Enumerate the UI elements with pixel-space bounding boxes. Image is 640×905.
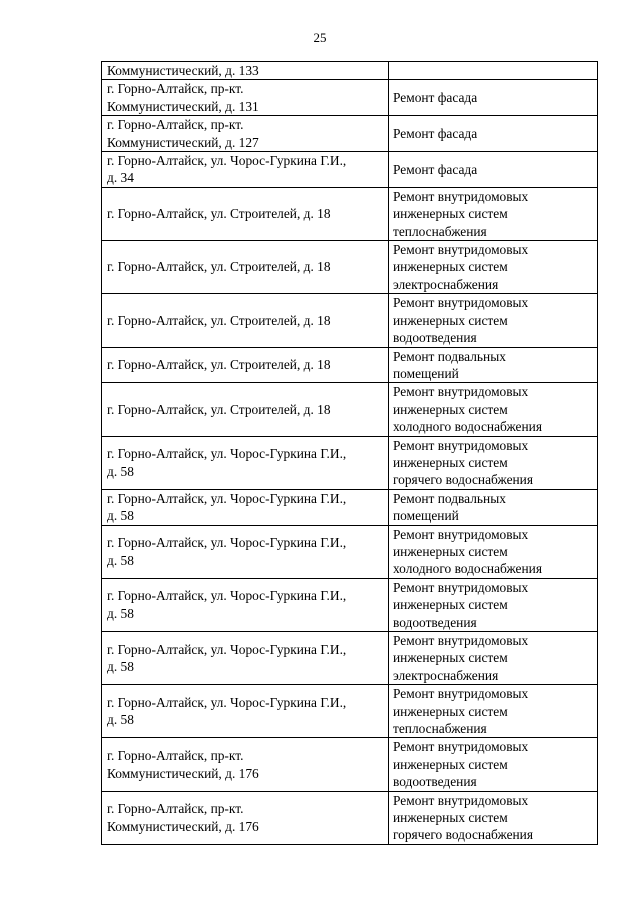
table-row <box>102 632 598 685</box>
table-row <box>102 791 598 844</box>
table-row <box>102 62 598 80</box>
work-type-cell: Ремонт внутридомовых инженерных систем электроснабжения <box>389 241 598 294</box>
table-row <box>102 294 598 347</box>
address-cell: г. Горно-Алтайск, ул. Строителей, д. 18 <box>102 187 389 240</box>
address-cell: г. Горно-Алтайск, ул. Строителей, д. 18 <box>102 383 389 436</box>
table-row <box>102 738 598 791</box>
work-type-cell: Ремонт внутридомовых инженерных систем холодного водоснабжения <box>389 525 598 578</box>
work-type-cell: Ремонт фасада <box>389 80 598 116</box>
table-row <box>102 80 598 116</box>
address-cell: г. Горно-Алтайск, ул. Строителей, д. 18 <box>102 241 389 294</box>
table-row <box>102 347 598 383</box>
address-cell: г. Горно-Алтайск, пр-кт. Коммунистический, д. 176 <box>102 791 389 844</box>
address-cell: г. Горно-Алтайск, пр-кт. Коммунистический, д. 176 <box>102 738 389 791</box>
works-table <box>101 61 598 845</box>
work-type-cell: Ремонт внутридомовых инженерных систем горячего водоснабжения <box>389 436 598 489</box>
address-cell: г. Горно-Алтайск, ул. Строителей, д. 18 <box>102 294 389 347</box>
work-type-cell: Ремонт фасада <box>389 116 598 152</box>
work-type-cell <box>389 62 598 80</box>
address-cell: г. Горно-Алтайск, пр-кт. Коммунистический, д. 127 <box>102 116 389 152</box>
work-type-cell: Ремонт внутридомовых инженерных систем теплоснабжения <box>389 187 598 240</box>
address-cell: г. Горно-Алтайск, ул. Чорос-Гуркина Г.И., д. 58 <box>102 489 389 525</box>
table-row <box>102 525 598 578</box>
work-type-cell: Ремонт подвальных помещений <box>389 347 598 383</box>
table-body <box>102 62 598 845</box>
address-cell: г. Горно-Алтайск, ул. Чорос-Гуркина Г.И., д. 58 <box>102 578 389 631</box>
table-row <box>102 116 598 152</box>
work-type-cell: Ремонт фасада <box>389 152 598 188</box>
work-type-cell: Ремонт внутридомовых инженерных систем электроснабжения <box>389 632 598 685</box>
table-row <box>102 152 598 188</box>
table-row <box>102 187 598 240</box>
address-cell: г. Горно-Алтайск, ул. Чорос-Гуркина Г.И., д. 58 <box>102 685 389 738</box>
table-row <box>102 383 598 436</box>
work-type-cell: Ремонт внутридомовых инженерных систем теплоснабжения <box>389 685 598 738</box>
table-row <box>102 578 598 631</box>
table-row <box>102 241 598 294</box>
work-type-cell: Ремонт внутридомовых инженерных систем водоотведения <box>389 738 598 791</box>
page-number: 25 <box>313 30 327 45</box>
work-type-cell: Ремонт внутридомовых инженерных систем водоотведения <box>389 578 598 631</box>
work-type-cell: Ремонт внутридомовых инженерных систем горячего водоснабжения <box>389 791 598 844</box>
table-row <box>102 489 598 525</box>
address-cell: г. Горно-Алтайск, ул. Чорос-Гуркина Г.И., д. 34 <box>102 152 389 188</box>
table-row <box>102 685 598 738</box>
address-cell: г. Горно-Алтайск, пр-кт. Коммунистический, д. 131 <box>102 80 389 116</box>
address-cell: г. Горно-Алтайск, ул. Чорос-Гуркина Г.И., д. 58 <box>102 525 389 578</box>
table-row <box>102 436 598 489</box>
work-type-cell: Ремонт подвальных помещений <box>389 489 598 525</box>
address-cell: г. Горно-Алтайск, ул. Чорос-Гуркина Г.И., д. 58 <box>102 632 389 685</box>
address-cell: г. Горно-Алтайск, ул. Чорос-Гуркина Г.И., д. 58 <box>102 436 389 489</box>
work-type-cell: Ремонт внутридомовых инженерных систем водоотведения <box>389 294 598 347</box>
address-cell: Коммунистический, д. 133 <box>102 62 389 80</box>
address-cell: г. Горно-Алтайск, ул. Строителей, д. 18 <box>102 347 389 383</box>
work-type-cell: Ремонт внутридомовых инженерных систем холодного водоснабжения <box>389 383 598 436</box>
